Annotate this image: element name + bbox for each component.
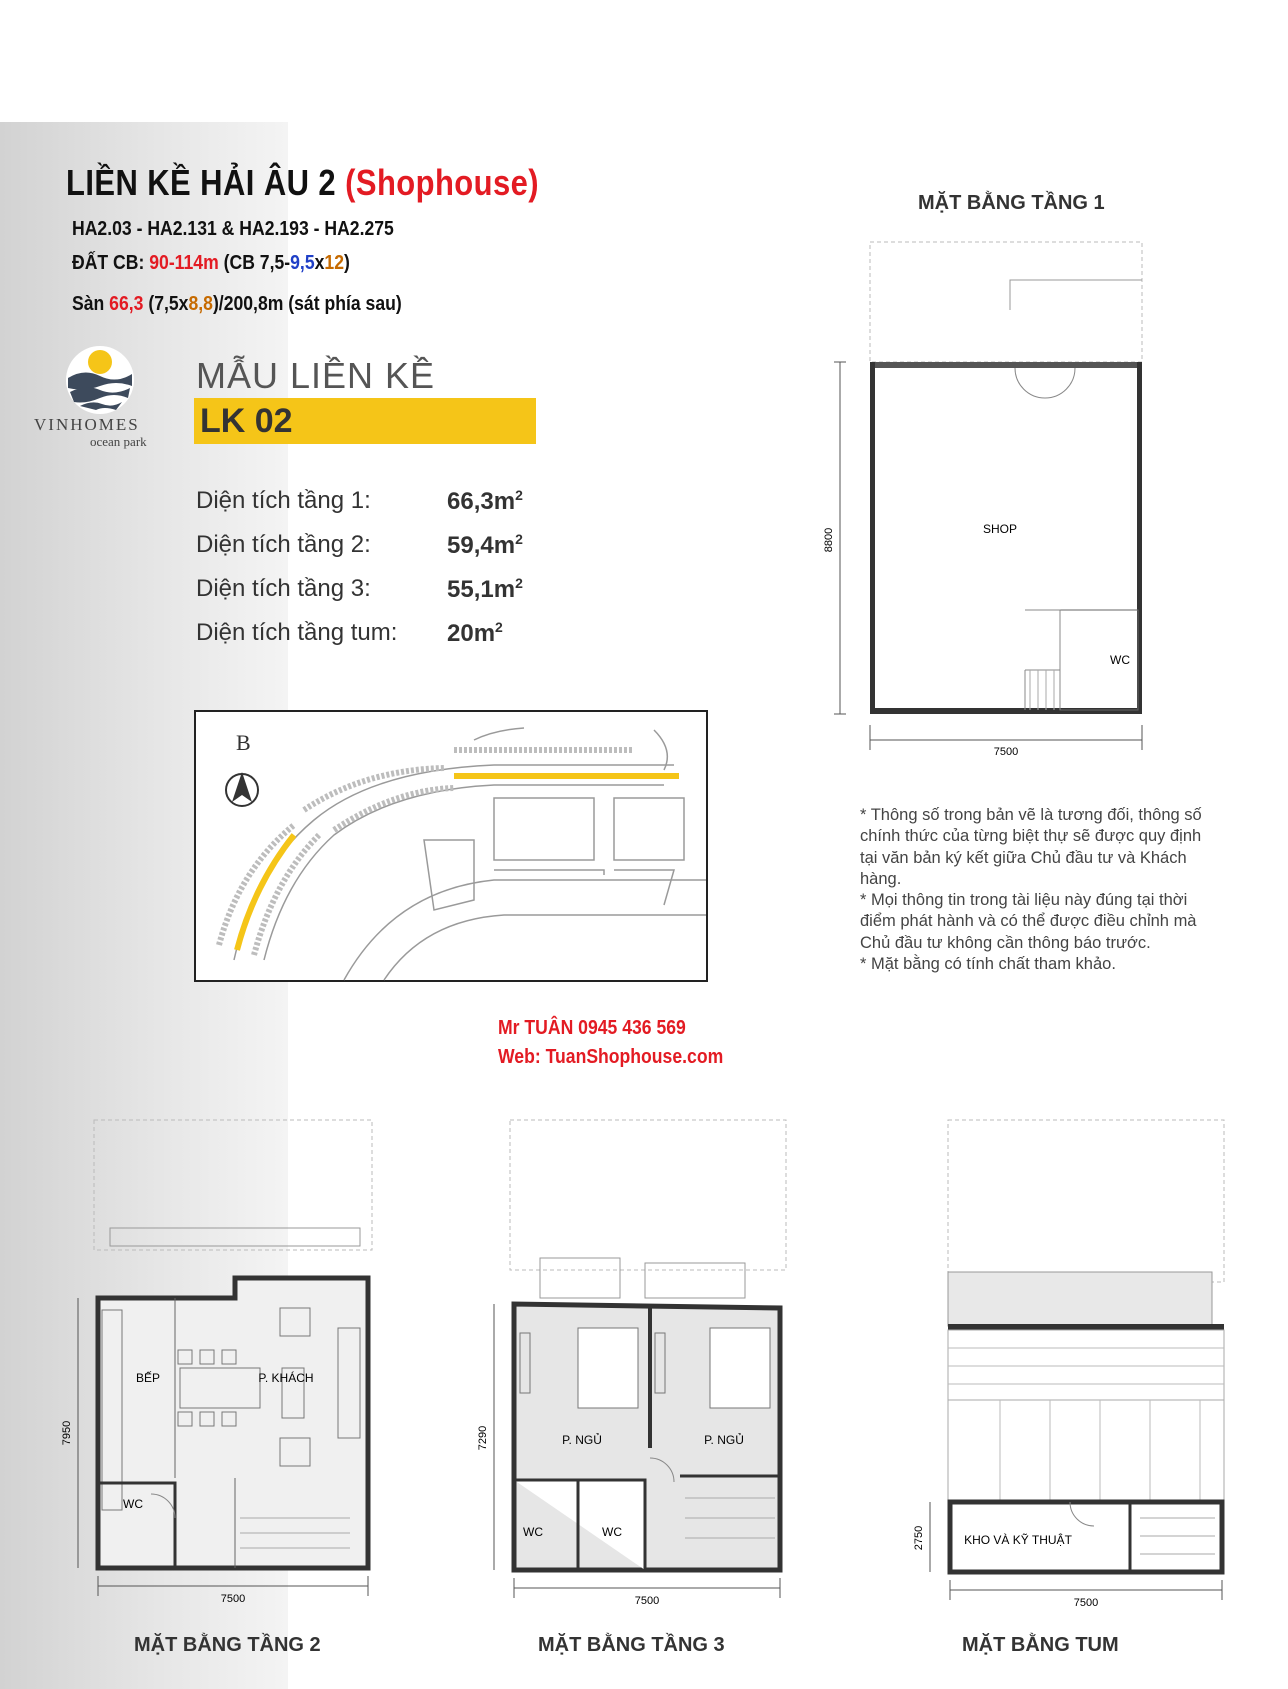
note-item: * Mọi thông tin trong tài liệu này đúng tại thời điểm phát hành và có thể được điều chỉnh mà Chủ đầu tư không cần thông báo trước. bbox=[860, 891, 1197, 952]
vinhomes-logo-icon bbox=[60, 340, 140, 420]
floor-plan-3 bbox=[470, 1118, 800, 1608]
brand-tagline: ocean park bbox=[90, 434, 147, 449]
room-label-wc: WC bbox=[1110, 653, 1130, 667]
room-label-kitchen: BẾP bbox=[135, 1371, 161, 1385]
area-value: $66,3m^2$ bbox=[447, 487, 523, 515]
model-heading: MẪU LIỀN KỀ bbox=[196, 355, 436, 396]
model-code: LK 02 bbox=[200, 402, 293, 440]
area-value: $59,4m^2$ bbox=[447, 531, 523, 559]
page-title bbox=[66, 162, 539, 204]
room-label-wc-1: WC bbox=[523, 1525, 543, 1539]
contact-phone: Mr TUÂN 0945 436 569 bbox=[498, 1017, 686, 1039]
area-label: Diện tích tầng tum: bbox=[196, 619, 398, 646]
area-value: $55,1m^2$ bbox=[447, 575, 523, 603]
brand-name: VINHOMES bbox=[34, 415, 140, 434]
area-label: Diện tích tầng 2: bbox=[196, 531, 371, 558]
room-label-bedroom-2: P. NGỦ bbox=[704, 1433, 744, 1447]
land-info: ĐẤT CB: 90-114m (CB 7,5-9,5x12) bbox=[72, 252, 350, 274]
room-label-bedroom-1: P. NGỦ bbox=[562, 1433, 602, 1447]
floor-plan-tum bbox=[890, 1118, 1230, 1608]
disclaimer-notes bbox=[860, 805, 1220, 975]
title-accent: (Shophouse) bbox=[345, 162, 540, 203]
dim-depth: 2750 bbox=[913, 1525, 925, 1551]
plan-title-floor2: MẶT BẰNG TẦNG 2 bbox=[134, 1634, 321, 1656]
dim-width: 7500 bbox=[220, 1593, 246, 1605]
area-label: Diện tích tầng 1: bbox=[196, 487, 371, 514]
dim-depth: 7290 bbox=[477, 1425, 489, 1451]
floor-plan-2 bbox=[50, 1118, 380, 1608]
room-label-shop: SHOP bbox=[982, 522, 1018, 536]
unit-codes: HA2.03 - HA2.131 & HA2.193 - HA2.275 bbox=[72, 218, 394, 240]
title-main: LIỀN KỀ HẢI ÂU 2 bbox=[66, 162, 337, 203]
note-item: * Mặt bằng có tính chất tham khảo. bbox=[860, 955, 1116, 974]
dim-width: 7500 bbox=[993, 746, 1019, 758]
plan-title-floor3: MẶT BẰNG TẦNG 3 bbox=[538, 1634, 725, 1656]
plan-title-floor1: MẶT BẰNG TẦNG 1 bbox=[918, 192, 1105, 214]
area-label: Diện tích tầng 3: bbox=[196, 575, 371, 602]
room-label-wc: WC bbox=[123, 1497, 143, 1511]
plan-title-tum: MẶT BẰNG TUM bbox=[962, 1634, 1119, 1656]
contact-web: Web: TuanShophouse.com bbox=[498, 1046, 724, 1068]
site-map bbox=[194, 710, 708, 982]
room-label-storage: KHO VÀ KỸ THUẬT bbox=[964, 1533, 1072, 1547]
room-label-living: P. KHÁCH bbox=[258, 1371, 314, 1385]
room-label-wc-2: WC bbox=[602, 1525, 622, 1539]
floor-info: Sàn 66,3 (7,5x8,8)/200,8m (sát phía sau) bbox=[72, 293, 402, 315]
floor-plan-1 bbox=[820, 240, 1180, 760]
area-value: $20m^2$ bbox=[447, 619, 503, 647]
dim-depth: 8800 bbox=[823, 527, 835, 553]
bed-icon bbox=[578, 1328, 638, 1408]
dim-depth: 7950 bbox=[61, 1420, 73, 1446]
dim-width: 7500 bbox=[634, 1595, 660, 1607]
north-label: B bbox=[236, 730, 251, 755]
dim-width: 7500 bbox=[1073, 1597, 1099, 1609]
bed-icon bbox=[710, 1328, 770, 1408]
note-item: * Thông số trong bản vẽ là tương đối, thông số chính thức của từng biệt thự sẽ được quy định tại văn bản ký kết giữa Chủ đầu tư và Khách hàng. bbox=[860, 806, 1202, 888]
